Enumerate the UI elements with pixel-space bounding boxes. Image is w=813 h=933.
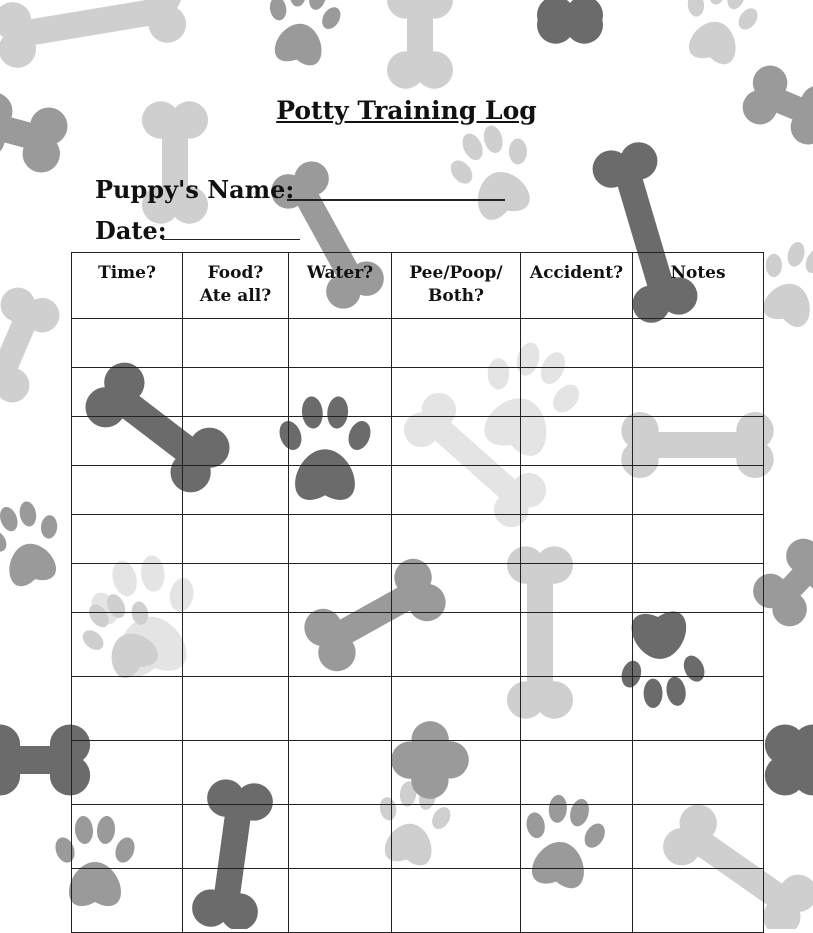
log-cell-notes[interactable] (633, 368, 764, 417)
log-cell-notes[interactable] (633, 417, 764, 466)
log-cell-accident[interactable] (521, 613, 633, 677)
log-cell-time[interactable] (72, 417, 183, 466)
log-cell-water[interactable] (289, 466, 392, 515)
log-cell-peepoop[interactable] (392, 368, 521, 417)
log-cell-food[interactable] (183, 805, 289, 869)
paw-print-icon (258, 0, 348, 70)
log-cell-time[interactable] (72, 677, 183, 741)
log-cell-water[interactable] (289, 805, 392, 869)
log-cell-notes[interactable] (633, 515, 764, 564)
log-cell-notes[interactable] (633, 564, 764, 613)
log-cell-time[interactable] (72, 564, 183, 613)
bone-icon (0, 0, 186, 68)
log-cell-water[interactable] (289, 741, 392, 805)
log-cell-peepoop[interactable] (392, 319, 521, 368)
log-row (72, 805, 764, 869)
log-cell-time[interactable] (72, 741, 183, 805)
log-cell-notes[interactable] (633, 613, 764, 677)
log-cell-food[interactable] (183, 368, 289, 417)
log-cell-peepoop[interactable] (392, 515, 521, 564)
log-cell-peepoop[interactable] (392, 466, 521, 515)
log-row (72, 869, 764, 933)
log-cell-peepoop[interactable] (392, 869, 521, 933)
log-cell-water[interactable] (289, 869, 392, 933)
log-cell-food[interactable] (183, 613, 289, 677)
bone-icon (0, 288, 59, 403)
log-cell-notes[interactable] (633, 319, 764, 368)
log-row (72, 677, 764, 741)
header-text: Food? (208, 263, 264, 283)
page-title: Potty Training Log (0, 96, 813, 125)
log-row (72, 515, 764, 564)
log-cell-notes[interactable] (633, 805, 764, 869)
log-cell-accident[interactable] (521, 564, 633, 613)
log-cell-peepoop[interactable] (392, 613, 521, 677)
log-row (72, 741, 764, 805)
log-cell-food[interactable] (183, 677, 289, 741)
log-cell-time[interactable] (72, 319, 183, 368)
header-text: Time? (98, 263, 156, 283)
log-cell-food[interactable] (183, 741, 289, 805)
potty-log-table (71, 252, 764, 933)
bone-icon (387, 0, 453, 89)
log-cell-food[interactable] (183, 515, 289, 564)
log-cell-time[interactable] (72, 869, 183, 933)
log-cell-accident[interactable] (521, 677, 633, 741)
bone-icon (765, 724, 813, 795)
log-cell-peepoop[interactable] (392, 805, 521, 869)
log-cell-food[interactable] (183, 319, 289, 368)
log-cell-water[interactable] (289, 515, 392, 564)
log-cell-accident[interactable] (521, 515, 633, 564)
log-cell-notes[interactable] (633, 677, 764, 741)
log-row (72, 368, 764, 417)
log-cell-accident[interactable] (521, 368, 633, 417)
header-text: Both? (428, 286, 484, 306)
log-cell-water[interactable] (289, 368, 392, 417)
log-cell-accident[interactable] (521, 741, 633, 805)
log-cell-food[interactable] (183, 466, 289, 515)
log-cell-time[interactable] (72, 613, 183, 677)
log-cell-notes[interactable] (633, 466, 764, 515)
col-header-accident (521, 253, 633, 319)
log-cell-food[interactable] (183, 564, 289, 613)
log-cell-time[interactable] (72, 515, 183, 564)
log-cell-accident[interactable] (521, 417, 633, 466)
log-cell-notes[interactable] (633, 869, 764, 933)
log-cell-accident[interactable] (521, 805, 633, 869)
log-cell-water[interactable] (289, 417, 392, 466)
log-cell-time[interactable] (72, 805, 183, 869)
col-header-time (72, 253, 183, 319)
log-row (72, 319, 764, 368)
date-field[interactable] (162, 239, 300, 240)
header-text: Accident? (530, 263, 623, 283)
puppy-name-label: Puppy's Name: (95, 175, 294, 204)
log-cell-food[interactable] (183, 417, 289, 466)
puppy-name-field[interactable] (287, 199, 505, 201)
log-row (72, 613, 764, 677)
log-row (72, 564, 764, 613)
log-cell-peepoop[interactable] (392, 677, 521, 741)
log-row (72, 417, 764, 466)
log-cell-accident[interactable] (521, 319, 633, 368)
log-cell-accident[interactable] (521, 869, 633, 933)
log-cell-peepoop[interactable] (392, 417, 521, 466)
log-cell-water[interactable] (289, 564, 392, 613)
col-header-notes (633, 253, 764, 319)
col-header-pee-poop (392, 253, 521, 319)
log-cell-notes[interactable] (633, 741, 764, 805)
paw-print-icon (438, 114, 550, 229)
log-cell-peepoop[interactable] (392, 741, 521, 805)
header-text: Water? (307, 263, 373, 283)
date-label: Date: (95, 216, 167, 245)
log-row (72, 466, 764, 515)
paw-print-icon (0, 494, 73, 593)
header-text: Pee/Poop/ (409, 263, 502, 283)
log-cell-accident[interactable] (521, 466, 633, 515)
header-text: Ate all? (200, 286, 271, 306)
log-cell-water[interactable] (289, 677, 392, 741)
log-cell-peepoop[interactable] (392, 564, 521, 613)
header-text: Notes (670, 263, 725, 283)
log-cell-time[interactable] (72, 368, 183, 417)
log-cell-water[interactable] (289, 613, 392, 677)
log-cell-time[interactable] (72, 466, 183, 515)
paw-print-icon (672, 0, 768, 71)
log-cell-water[interactable] (289, 319, 392, 368)
log-cell-food[interactable] (183, 869, 289, 933)
col-header-food (183, 253, 289, 319)
header-row (72, 253, 764, 319)
col-header-water (289, 253, 392, 319)
bone-icon (537, 0, 603, 44)
